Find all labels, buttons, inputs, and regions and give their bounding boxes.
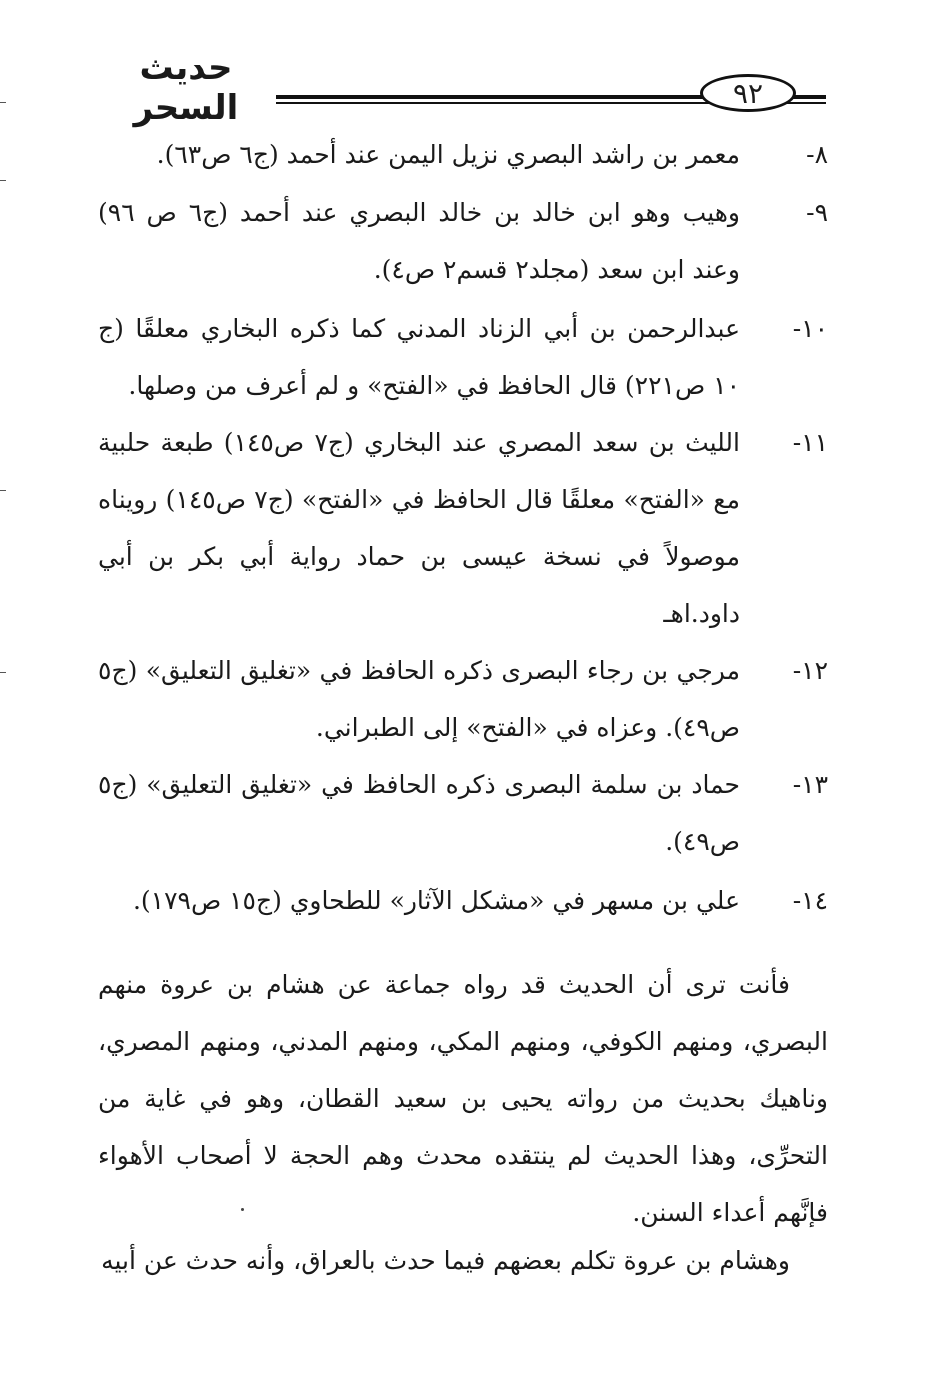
item-number: ١٤- [792, 886, 828, 915]
item-number: ٩- [806, 198, 828, 227]
item-number: ١٢- [792, 656, 828, 685]
scan-mark [0, 102, 6, 103]
item-number: ١٠- [792, 314, 828, 343]
list-item [98, 642, 828, 756]
scan-mark [0, 672, 6, 673]
item-text: الليث بن سعد المصري عند البخاري (ج٧ ص١٤٥) طبعة حلبية مع «الفتح» معلقًا قال الحافظ في «الفتح» (ج٧ ص١٤٥) رويناه موصولاً في نسخة عيسى بن حماد رواية أبي بكر بن أبي داود.اهـ [98, 428, 740, 628]
list-item [98, 126, 828, 183]
item-text: حماد بن سلمة البصرى ذكره الحافظ في «تغليق التعليق» (ج٥ ص٤٩). [98, 770, 740, 856]
item-text: علي بن مسهر في «مشكل الآثار» للطحاوي (ج١٥ ص١٧٩). [132, 886, 740, 915]
item-text: معمر بن راشد البصري نزيل اليمن عند أحمد (ج٦ ص٦٣). [156, 140, 740, 169]
page-number-badge [700, 74, 796, 112]
scan-mark [0, 490, 6, 491]
item-number: ٨- [806, 140, 828, 169]
item-number: ١٣- [792, 770, 828, 799]
scan-mark [0, 180, 6, 181]
list-item [98, 756, 828, 870]
body-paragraph: وهشام بن عروة تكلم بعضهم فيما حدث بالعراق، وأنه حدث عن أبيه [101, 1246, 790, 1275]
item-text: مرجي بن رجاء البصرى ذكره الحافظ في «تغليق التعليق» (ج٥ ص٤٩). وعزاه في «الفتح» إلى الطبراني. [98, 656, 740, 742]
list-item [98, 300, 828, 414]
scan-speck [241, 1208, 244, 1211]
page-header [0, 0, 941, 128]
item-number: ١١- [792, 428, 828, 457]
list-item [98, 184, 828, 298]
body-paragraph: فأنت ترى أن الحديث قد رواه جماعة عن هشام بن عروة منهم البصري، ومنهم الكوفي، ومنهم المكي، ومنهم المدني، ومنهم المصري، وناهيك بحديث من رواته يحيى بن سعيد القطان، وهو في غاية من التحرِّى، وهذا الحديث لم ينتقده محدث وهم الحجة لا أصحاب الأهواء فإنَّهم أعداء السنن. [98, 970, 828, 1227]
page-number: ٩٢ [732, 76, 764, 110]
item-text: عبدالرحمن بن أبي الزناد المدني كما ذكره البخاري معلقًا (ج ١٠ ص٢٢١) قال الحافظ في «الفتح» و لم أعرف من وصلها. [98, 314, 740, 400]
list-item [98, 414, 828, 642]
running-title: حديث السحر [96, 48, 276, 128]
item-text: وهيب وهو ابن خالد بن خالد البصري عند أحمد (ج٦ ص ٩٦) وعند ابن سعد (مجلد٢ قسم٢ ص٤). [98, 198, 741, 284]
list-item [98, 872, 828, 929]
